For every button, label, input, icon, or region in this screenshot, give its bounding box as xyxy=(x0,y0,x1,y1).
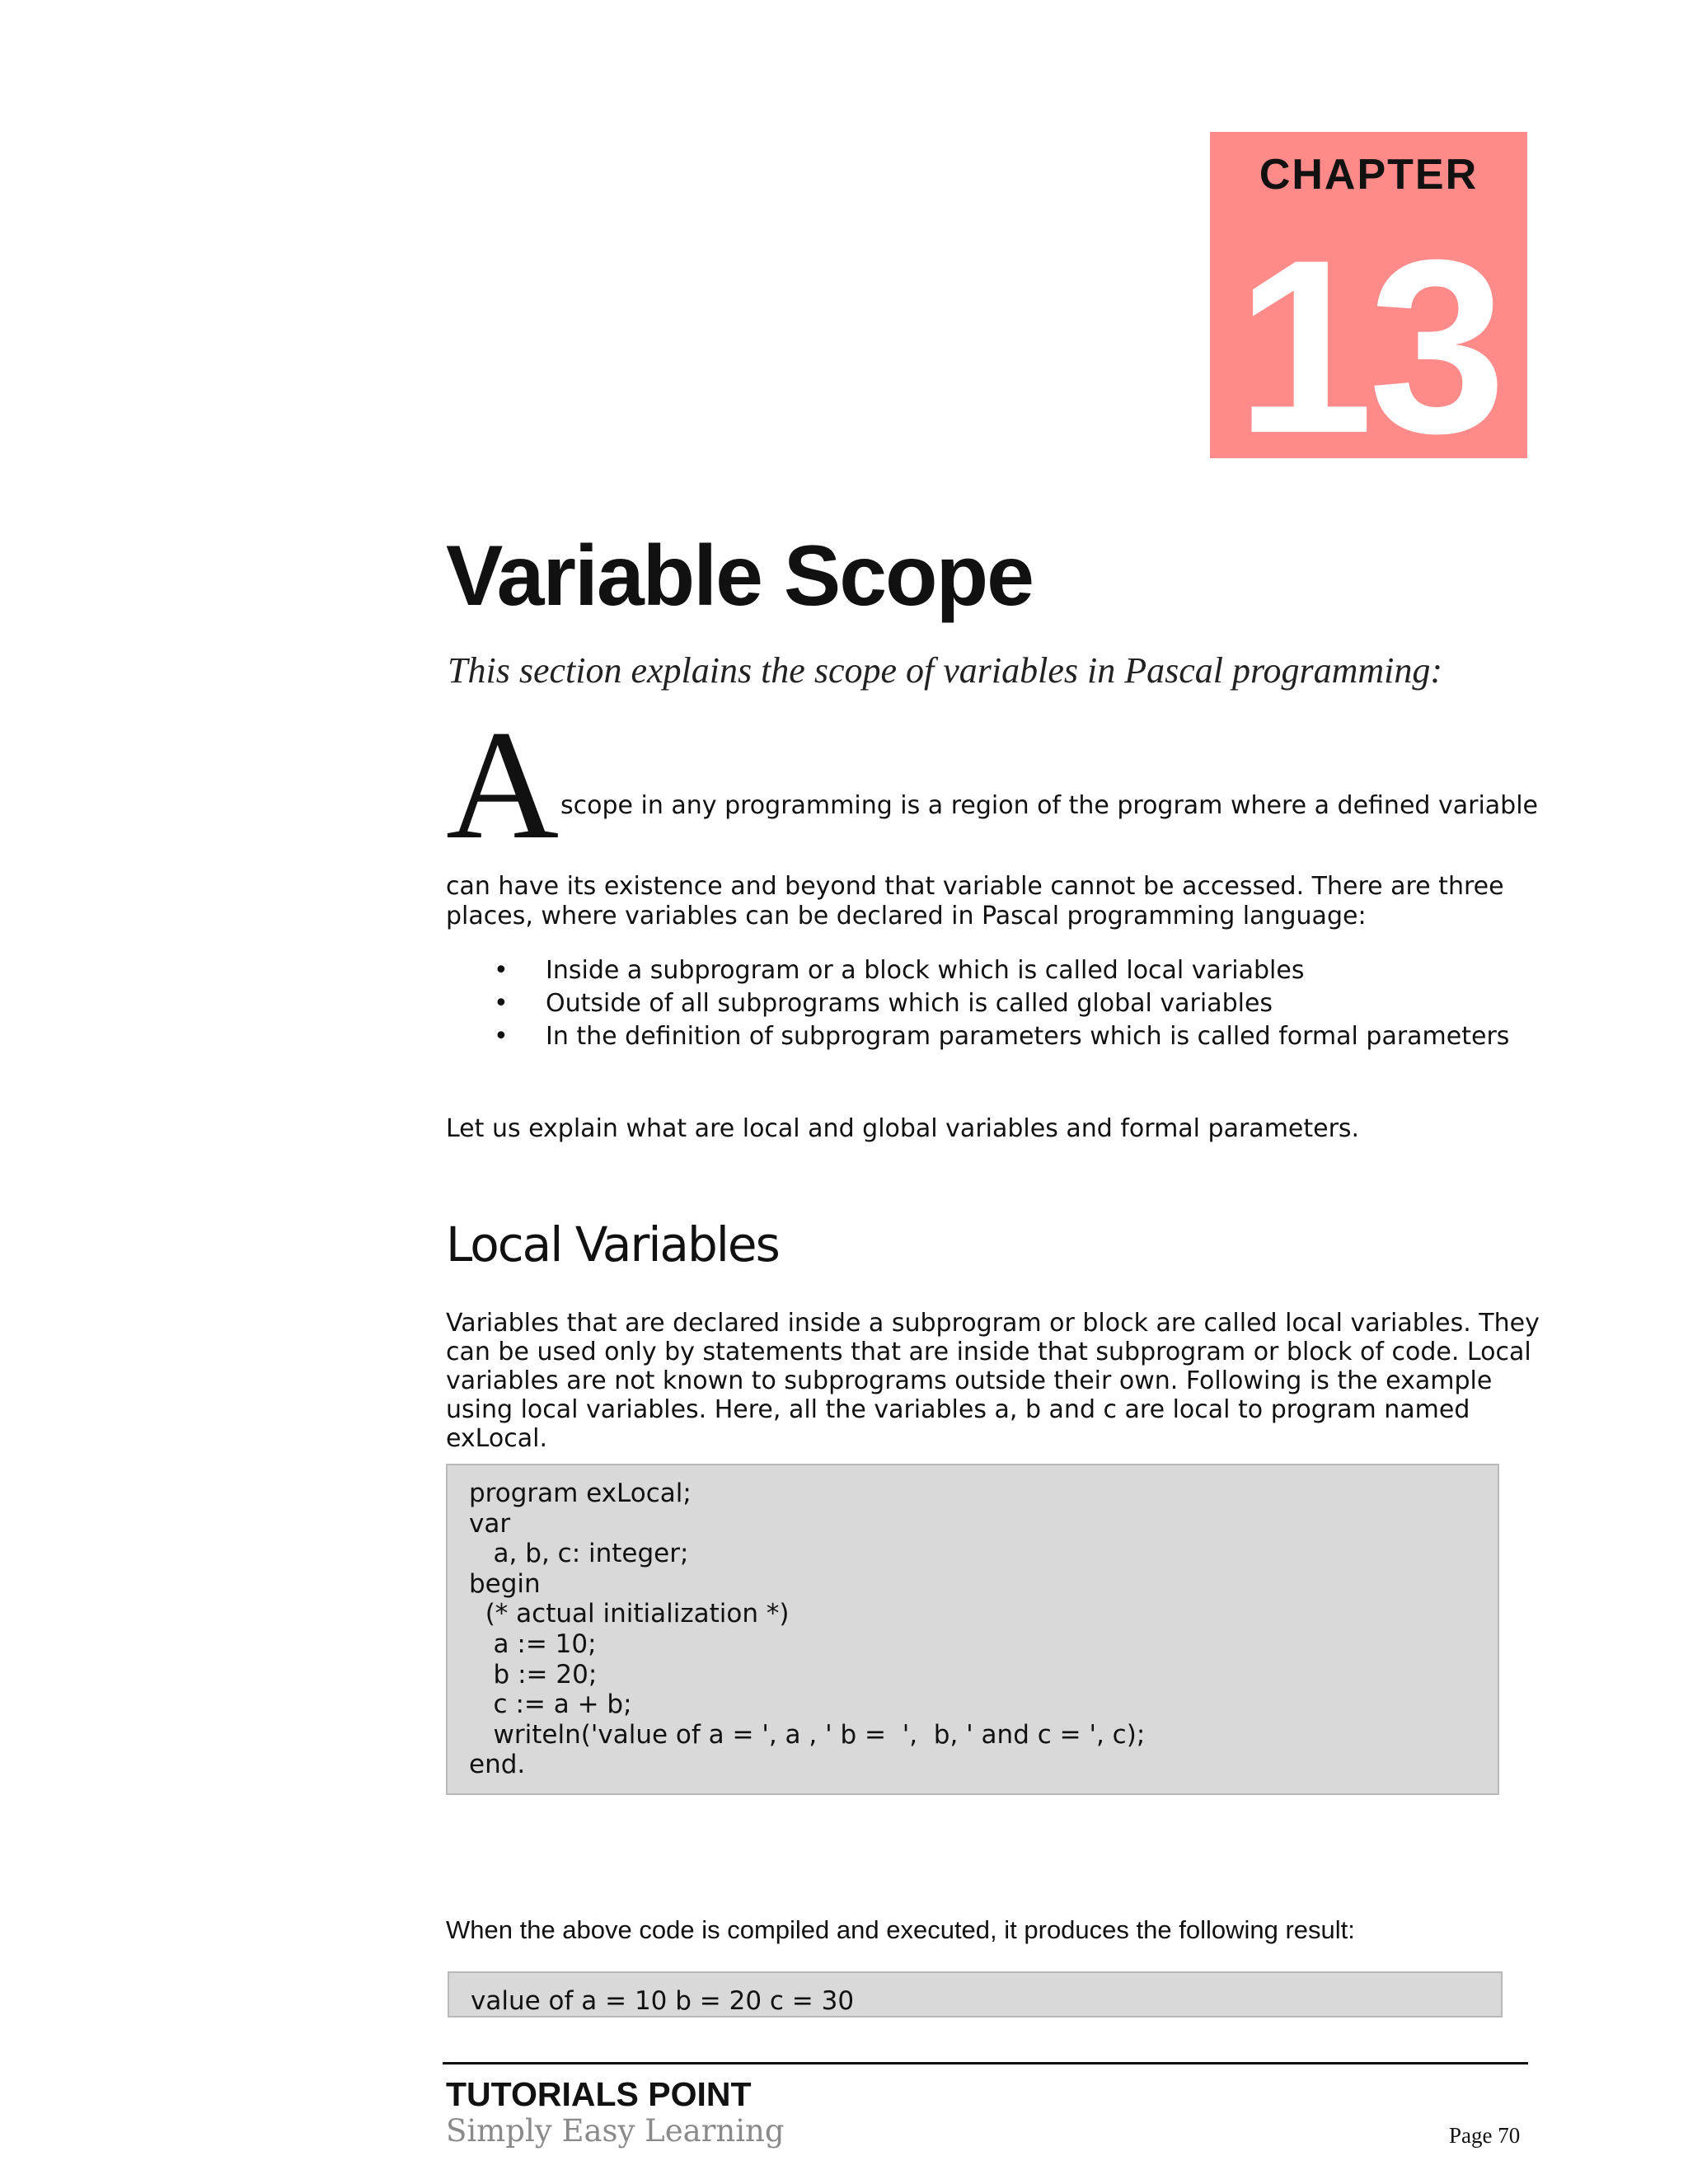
intro-paragraph: can have its existence and beyond that variable cannot be accessed. There are three places, where variables can be declared in Pascal programming language: xyxy=(446,872,1504,930)
list-item xyxy=(446,987,1534,1020)
output-block xyxy=(448,1971,1503,2018)
bullet-icon: • xyxy=(494,1022,509,1051)
output-text: value of a = 10 b = 20 c = 30 xyxy=(471,1986,855,2016)
code-block xyxy=(446,1464,1499,1795)
section-heading-local-variables: Local Variables xyxy=(446,1216,779,1272)
list-item xyxy=(446,1020,1534,1053)
list-item xyxy=(446,954,1534,987)
bullet-icon: • xyxy=(494,956,509,985)
list-item-text: Inside a subprogram or a block which is called local variables xyxy=(546,956,1305,985)
result-intro: When the above code is compiled and executed, it produces the following result: xyxy=(446,1915,1355,1944)
list-item-text: In the definition of subprogram parameters which is called formal parameters xyxy=(546,1022,1510,1051)
explain-paragraph: Let us explain what are local and global variables and formal parameters. xyxy=(446,1114,1360,1143)
list-item-text: Outside of all subprograms which is called global variables xyxy=(546,989,1273,1018)
drop-cap: A xyxy=(446,699,560,872)
page-number: Page 70 xyxy=(1449,2123,1521,2148)
local-variables-paragraph: Variables that are declared inside a subprogram or block are called local variables. They can be used only by statements that are inside that subprogram or block of code. Local variables are not known to subprograms outside their own. Following is the example using local variables. Here, all the variables a, b and c are local to program named exLocal. xyxy=(446,1309,1540,1453)
chapter-label: CHAPTER xyxy=(1259,151,1479,199)
chapter-number: 13 xyxy=(1236,208,1502,485)
scope-places-list xyxy=(446,954,1534,1053)
chapter-subtitle: This section explains the scope of variables in Pascal programming: xyxy=(448,650,1443,691)
page-title: Variable Scope xyxy=(446,528,1033,624)
code-listing: program exLocal; var a, b, c: integer; begin (* actual initialization *) a := 10; b := 20; c := a + b; writeln('value of a = ', a , ' b = ', b, ' and c = ', c); end. xyxy=(469,1479,1146,1780)
footer-tagline: Simply Easy Learning xyxy=(446,2113,785,2149)
chapter-badge xyxy=(1210,132,1527,485)
intro-first-line: scope in any programming is a region of the program where a defined variable xyxy=(560,791,1539,820)
bullet-icon: • xyxy=(494,989,509,1018)
footer-brand: TUTORIALS POINT xyxy=(446,2075,752,2113)
footer-divider xyxy=(443,2062,1528,2064)
